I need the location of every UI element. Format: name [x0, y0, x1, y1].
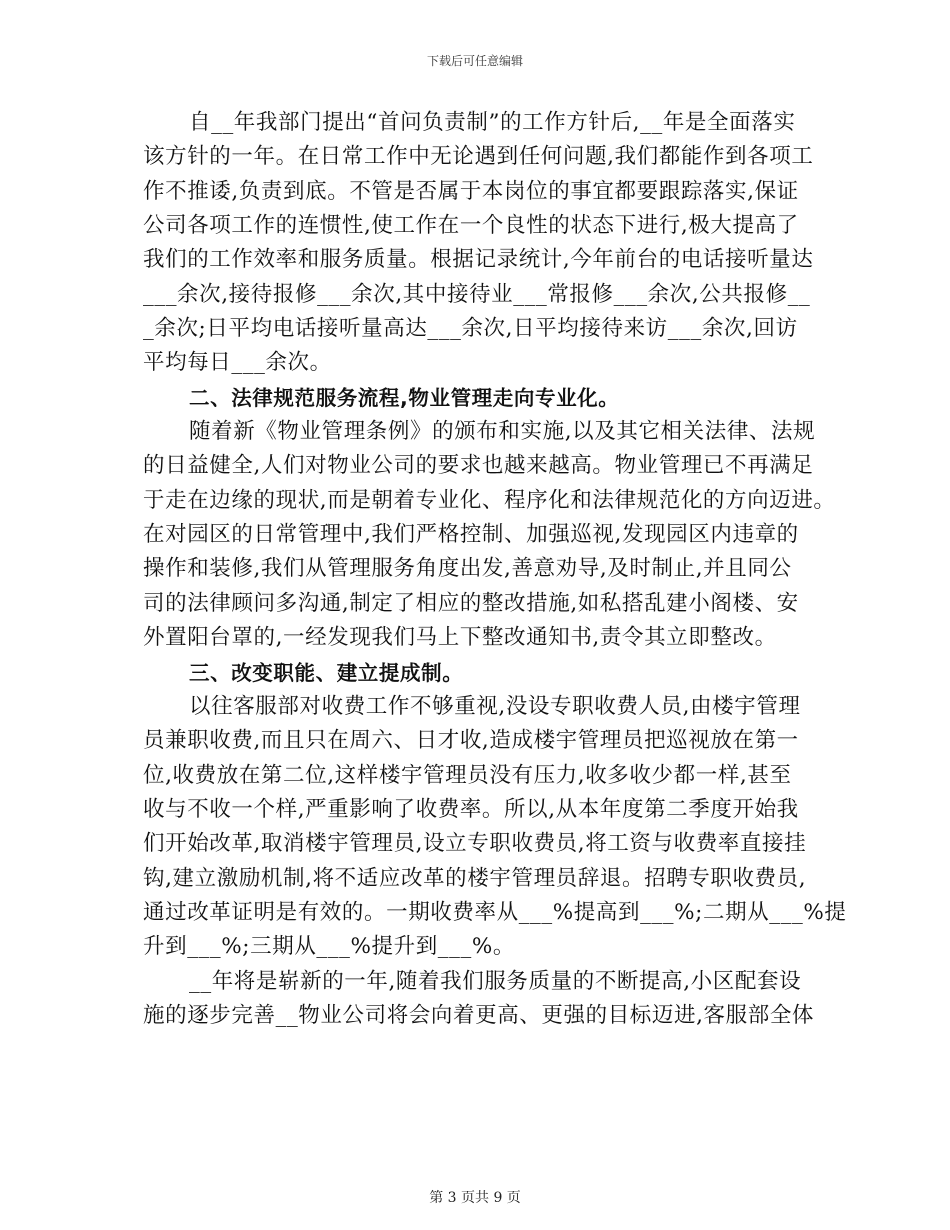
paragraph-line: 员兼职收费,而且只在周六、日才收,造成楼宇管理员把巡视放在第一	[143, 728, 799, 754]
paragraph-line: 该方针的一年。在日常工作中无论遇到任何问题,我们都能作到各项工	[143, 144, 814, 170]
paragraph-line: 施的逐步完善__物业公司将会向着更高、更强的目标迈进,客服部全体	[143, 1002, 815, 1028]
paragraph-line: 收与不收一个样,严重影响了收费率。所以,从本年度第二季度开始我	[143, 796, 799, 822]
paragraph-line: ___余次,接待报修___余次,其中接待业___常报修___余次,公共报修__	[143, 281, 811, 307]
paragraph-line: 于走在边缘的现状,而是朝着专业化、程序化和法律规范化的方向迈进。	[143, 487, 836, 513]
paragraph-line: 钩,建立激励机制,将不适应改革的楼宇管理员辞退。招聘专职收费员,	[143, 865, 807, 891]
paragraph-line: 通过改革证明是有效的。一期收费率从___%提高到___%;二期从___%提	[143, 899, 847, 925]
paragraph-line: 位,收费放在第二位,这样楼宇管理员没有压力,收多收少都一样,甚至	[143, 762, 792, 788]
paragraph-line: 司的法律顾问多沟通,制定了相应的整改措施,如私搭乱建小阁楼、安	[143, 590, 799, 616]
paragraph-line: 自__年我部门提出“首问负责制”的工作方针后,__年是全面落实	[189, 110, 796, 135]
paragraph-line: 以往客服部对收费工作不够重视,没设专职收费人员,由楼宇管理	[189, 693, 801, 719]
page-header: 下载后可任意编辑	[426, 54, 523, 68]
paragraph-line: 平均每日___余次。	[143, 350, 332, 376]
paragraph-line: 在对园区的日常管理中,我们严格控制、加强巡视,发现园区内违章的	[143, 522, 799, 548]
paragraph-line: 公司各项工作的连惯性,使工作在一个良性的状态下进行,极大提高了	[143, 213, 799, 239]
paragraph-line: 作不推诿,负责到底。不管是否属于本岗位的事宜都要跟踪落实,保证	[143, 178, 799, 204]
paragraph-line: 我们的工作效率和服务质量。根据记录统计,今年前台的电话接听量达	[143, 247, 814, 273]
page-footer: 第 3 页共 9 页	[429, 1190, 521, 1206]
paragraph-line: 们开始改革,取消楼宇管理员,设立专职收费员,将工资与收费率直接挂	[143, 831, 807, 857]
paragraph-line: 的日益健全,人们对物业公司的要求也越来越高。物业管理已不再满足	[143, 453, 814, 479]
document-body	[143, 106, 847, 1033]
paragraph-line: 外置阳台罩的,一经发现我们马上下整改通知书,责令其立即整改。	[143, 625, 777, 651]
paragraph-line: 升到___%;三期从___%提升到___%。	[143, 934, 515, 960]
paragraph-line: 随着新《物业管理条例》的颁布和实施,以及其它相关法律、法规	[189, 419, 816, 445]
section-heading: 三、改变职能、建立提成制。	[189, 660, 464, 685]
paragraph-line: __年将是崭新的一年,随着我们服务质量的不断提高,小区配套设	[189, 968, 802, 994]
paragraph-line: _余次;日平均电话接听量高达___余次,日平均接待来访___余次,回访	[143, 316, 798, 342]
paragraph-line: 操作和装修,我们从管理服务角度出发,善意劝导,及时制止,并且同公	[143, 556, 792, 582]
section-heading: 二、法律规范服务流程,物业管理走向专业化。	[189, 385, 620, 410]
